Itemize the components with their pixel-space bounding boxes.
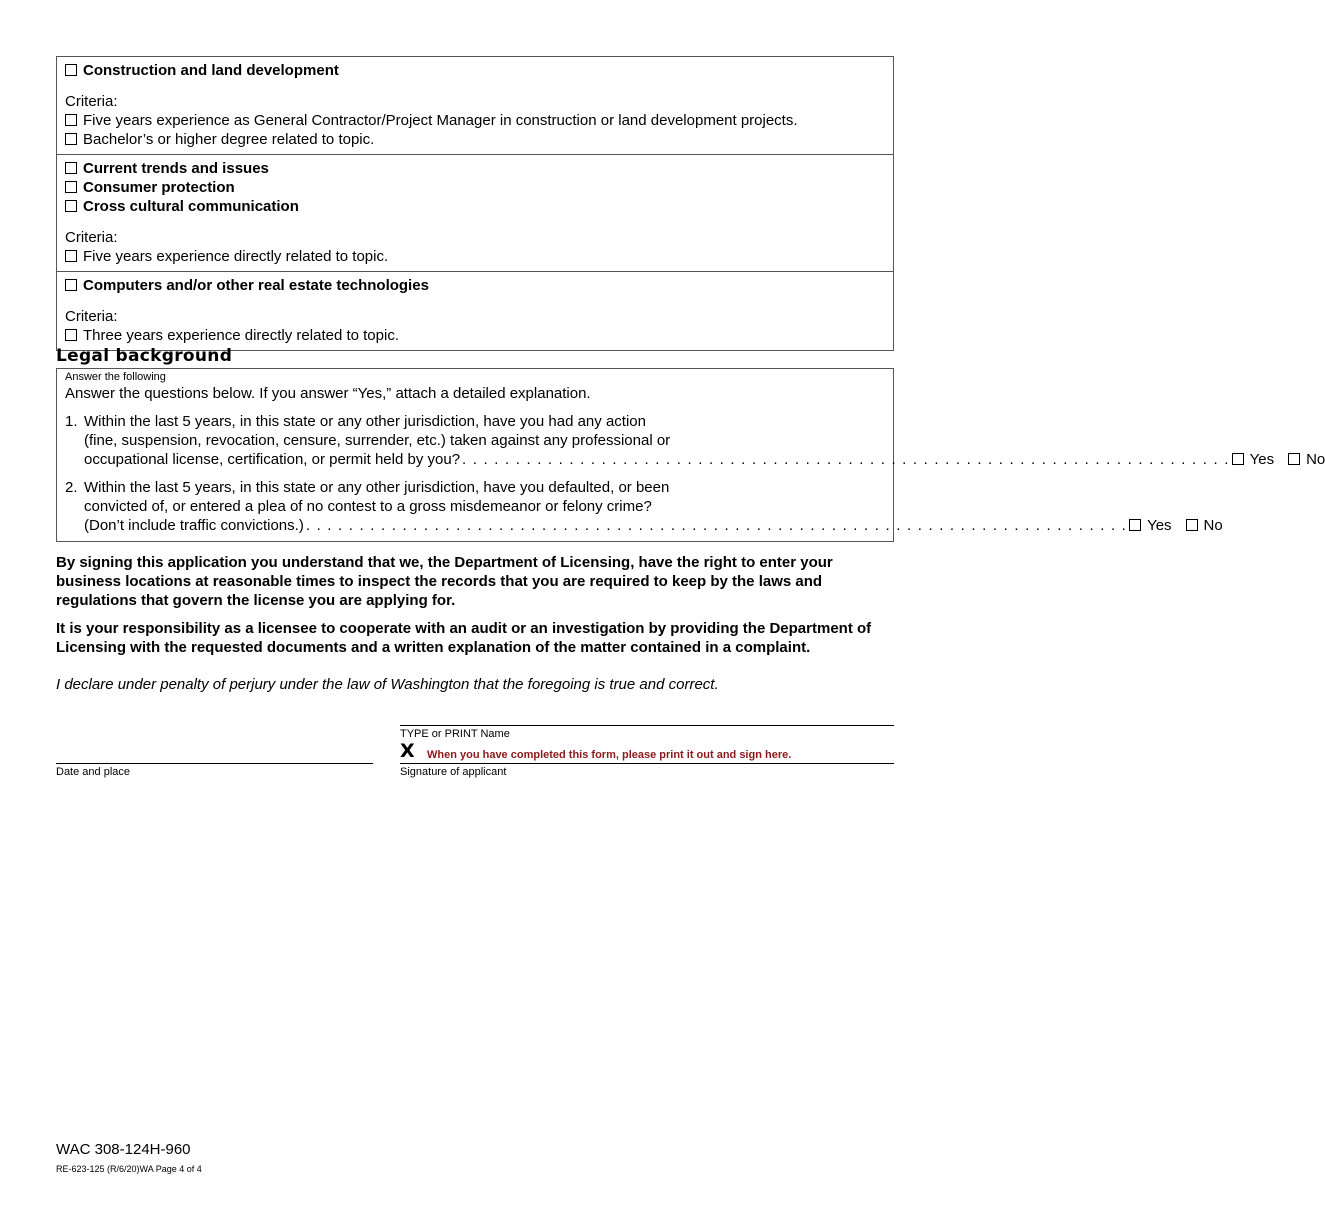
- question-number: 2.: [65, 479, 78, 496]
- checkbox[interactable]: [65, 279, 77, 291]
- no-checkbox[interactable]: [1288, 453, 1300, 465]
- date-line[interactable]: [56, 763, 373, 764]
- form-id: RE-623-125 (R/6/20)WA Page 4 of 4: [56, 1164, 202, 1174]
- criteria-label: Criteria:: [65, 229, 118, 246]
- topic-construction: Construction and land development: [65, 61, 885, 80]
- criteria-section-construction: [57, 57, 893, 155]
- legal-intro: Answer the questions below. If you answer “Yes,” attach a detailed explanation.: [65, 385, 591, 402]
- criteria-label: Criteria:: [65, 308, 118, 325]
- legal-box: [56, 368, 1325, 542]
- legal-box-label: Answer the following: [65, 371, 166, 383]
- no-label: No: [1203, 517, 1223, 534]
- yes-label: Yes: [1249, 451, 1275, 468]
- topic-computers: Computers and/or other real estate technologies: [65, 276, 885, 295]
- name-label: TYPE or PRINT Name: [400, 728, 510, 740]
- checkbox[interactable]: [65, 329, 77, 341]
- checkbox[interactable]: [65, 64, 77, 76]
- no-label: No: [1306, 451, 1325, 468]
- question-number: 1.: [65, 413, 78, 430]
- checkbox[interactable]: [65, 181, 77, 193]
- topic-consumer-protection: Consumer protection: [65, 178, 885, 197]
- criteria-section-computers: [57, 272, 893, 350]
- checkbox[interactable]: [65, 200, 77, 212]
- criteria-item: Five years experience directly related to topic.: [65, 247, 885, 266]
- name-line[interactable]: [400, 725, 894, 726]
- legal-heading: Legal background: [56, 346, 233, 366]
- inspection-statement: By signing this application you understand that we, the Department of Licensing, have the right to enter your business locations at reasonable times to inspect the records that you are required to keep by the laws and regulations that govern the license you are applying for.: [56, 554, 833, 609]
- dot-leader: . . . . . . . . . . . . . . . . . . . . . . . . . . . . . . . . . . . . . . . . . . . . . . . . . . . . . . . . . . . . . . . . . . . . . . . .: [462, 451, 1230, 468]
- date-label: Date and place: [56, 766, 130, 778]
- signature-line[interactable]: [400, 763, 894, 764]
- criteria-item: Three years experience directly related to topic.: [65, 326, 885, 345]
- checkbox[interactable]: [65, 250, 77, 262]
- legal-question-1: 1. Within the last 5 years, in this state or any other jurisdiction, have you had any action (fine, suspension, revocation, censure, surrender, etc.) taken against any professional or occupational license, certification, or permit held by you? . . . . . . . . . . . . . . . . . . . . . . . . . . . . . . . . . . . . . . . . . . . . . . . . . . . . . . . . . . . . . . . . . . . . . . . . Yes No: [65, 413, 1325, 468]
- topic-cross-cultural: Cross cultural communication: [65, 197, 885, 216]
- criteria-label: Criteria:: [65, 93, 118, 110]
- perjury-declaration: I declare under penalty of perjury under the law of Washington that the foregoing is true and correct.: [56, 676, 719, 693]
- criteria-section-trends: [57, 155, 893, 272]
- checkbox[interactable]: [65, 114, 77, 126]
- criteria-item: Bachelor’s or higher degree related to topic.: [65, 130, 885, 149]
- responsibility-statement: It is your responsibility as a licensee to cooperate with an audit or an investigation by providing the Department of Licensing with the requested documents and a written explanation of the matter contained in a complaint.: [56, 620, 872, 656]
- x-mark: X: [400, 740, 415, 762]
- signature-label: Signature of applicant: [400, 766, 507, 778]
- checkbox[interactable]: [65, 162, 77, 174]
- legal-question-2: 2. Within the last 5 years, in this state or any other jurisdiction, have you defaulted, or been convicted of, or entered a plea of no contest to a gross misdemeanor or felony crime? (Don’t include traffic convictions.) . . . . . . . . . . . . . . . . . . . . . . . . . . . . . . . . . . . . . . . . . . . . . . . . . . . . . . . . . . . . . . . . . . . . . . . . . . . . . Yes No: [65, 479, 1223, 534]
- wac-reference: WAC 308-124H-960: [56, 1141, 191, 1158]
- yes-checkbox[interactable]: [1232, 453, 1244, 465]
- yes-label: Yes: [1147, 517, 1172, 534]
- no-checkbox[interactable]: [1186, 519, 1198, 531]
- criteria-item: Five years experience as General Contractor/Project Manager in construction or land development projects.: [65, 111, 885, 130]
- yes-checkbox[interactable]: [1129, 519, 1141, 531]
- dot-leader: . . . . . . . . . . . . . . . . . . . . . . . . . . . . . . . . . . . . . . . . . . . . . . . . . . . . . . . . . . . . . . . . . . . . . . . . . . . . .: [305, 517, 1128, 534]
- sign-instruction: When you have completed this form, please print it out and sign here.: [427, 749, 792, 761]
- checkbox[interactable]: [65, 133, 77, 145]
- topic-current-trends: Current trends and issues: [65, 159, 885, 178]
- criteria-box: [56, 56, 894, 351]
